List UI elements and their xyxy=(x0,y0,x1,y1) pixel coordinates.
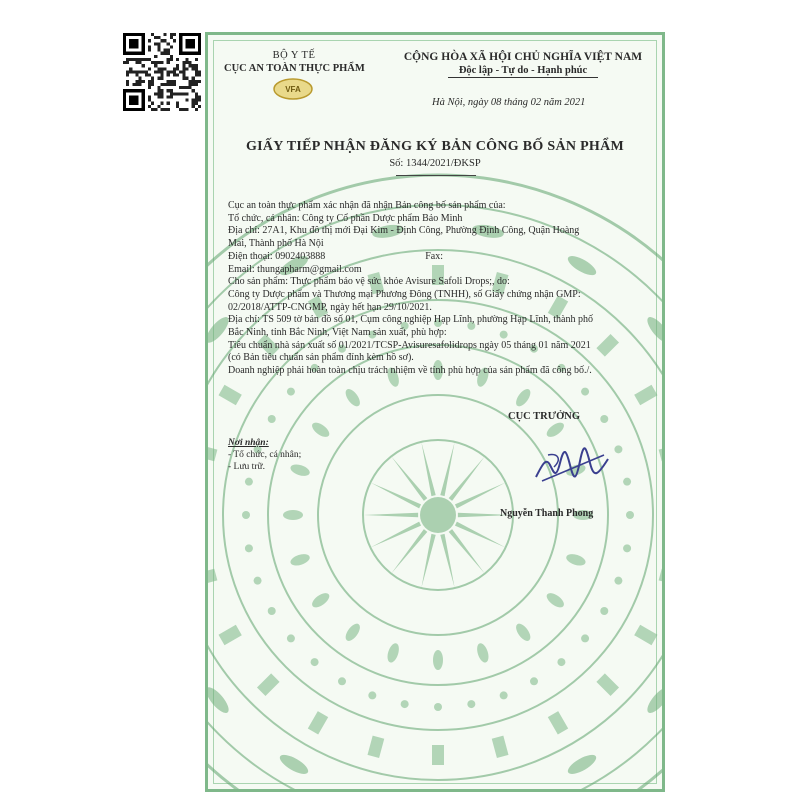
fax-label: Fax: xyxy=(425,250,443,262)
body-line: (có Bản tiêu chuẩn sản phẩm đính kèm hồ sơ). xyxy=(228,352,414,364)
issue-date: Hà Nội, ngày 08 tháng 02 năm 2021 xyxy=(432,97,586,108)
national-motto: Độc lập - Tự do - Hạnh phúc xyxy=(458,65,588,76)
vfa-logo xyxy=(272,77,314,101)
signature-image xyxy=(528,435,618,495)
body-line: Công ty Dược phẩm và Thương mại Phương Đông (TNHH), số Giấy chứng nhận GMP: xyxy=(228,288,581,300)
body-line: Bắc Ninh, tỉnh Bắc Ninh, Việt Nam sản xuất, phù hợp: xyxy=(228,327,447,339)
signer-name: Nguyễn Thanh Phong xyxy=(500,508,594,519)
recipients-heading: Nơi nhận: xyxy=(228,438,269,448)
motto-underline xyxy=(448,77,598,78)
document-number: Số: 1344/2021/ĐKSP xyxy=(389,158,481,169)
document-body xyxy=(228,200,648,378)
body-line: Địa chỉ: TS 509 tờ bản đồ số 01, Cụm công nghiệp Hạp Lĩnh, phường Hạp Lĩnh, thành phố xyxy=(228,314,593,326)
header-left xyxy=(224,49,364,75)
body-line: Mai, Thành phố Hà Nội xyxy=(228,238,324,250)
department-name: CỤC AN TOÀN THỰC PHẨM xyxy=(224,63,365,74)
signer-role: CỤC TRƯỞNG xyxy=(508,411,581,422)
body-line: Cho sản phẩm: Thực phẩm bảo vệ sức khỏe Avisure Safoli Drops;, do: xyxy=(228,276,510,288)
email-address: Email: thungapharm@gmail.com xyxy=(228,263,362,275)
body-line: Cục an toàn thực phẩm xác nhận đã nhận Bản công bố sản phẩm của: xyxy=(228,200,506,211)
recipient-item: - Tổ chức, cá nhân; xyxy=(228,450,302,460)
phone-number: Điện thoại: 0902403888 xyxy=(228,250,326,262)
body-line: Tổ chức, cá nhân: Công ty Cổ phần Dược phẩm Bảo Minh xyxy=(228,212,463,224)
body-line: Địa chỉ: 27A1, Khu đô thị mới Đại Kim - Định Công, Phường Định Công, Quận Hoàng xyxy=(228,225,580,237)
document-title: GIẤY TIẾP NHẬN ĐĂNG KÝ BẢN CÔNG BỐ SẢN PHẨM xyxy=(245,139,625,154)
title-rule xyxy=(396,175,476,176)
body-line: Doanh nghiệp phải hoàn toàn chịu trách nhiệm về tính phù hợp của sản phẩm đã công bố./. xyxy=(228,365,592,377)
header-right xyxy=(393,51,653,78)
body-line: Tiêu chuẩn nhà sản xuất số 01/2021/TCSP-Avisuresafolidrops ngày 05 tháng 01 năm 2021 xyxy=(228,339,591,351)
recipients-block xyxy=(228,437,301,473)
logo-text: VFA xyxy=(285,85,301,94)
republic-name: CỘNG HÒA XÃ HỘI CHỦ NGHĨA VIỆT NAM xyxy=(403,51,643,63)
recipient-item: - Lưu trữ. xyxy=(228,462,265,472)
certificate-document xyxy=(205,32,665,792)
ministry-name: BỘ Y TẾ xyxy=(272,50,316,61)
qr-code-icon xyxy=(123,33,201,111)
body-line-phone xyxy=(228,251,648,264)
body-line: 02/2018/ATTP-CNGMP, ngày hết hạn 29/10/2021. xyxy=(228,301,432,313)
